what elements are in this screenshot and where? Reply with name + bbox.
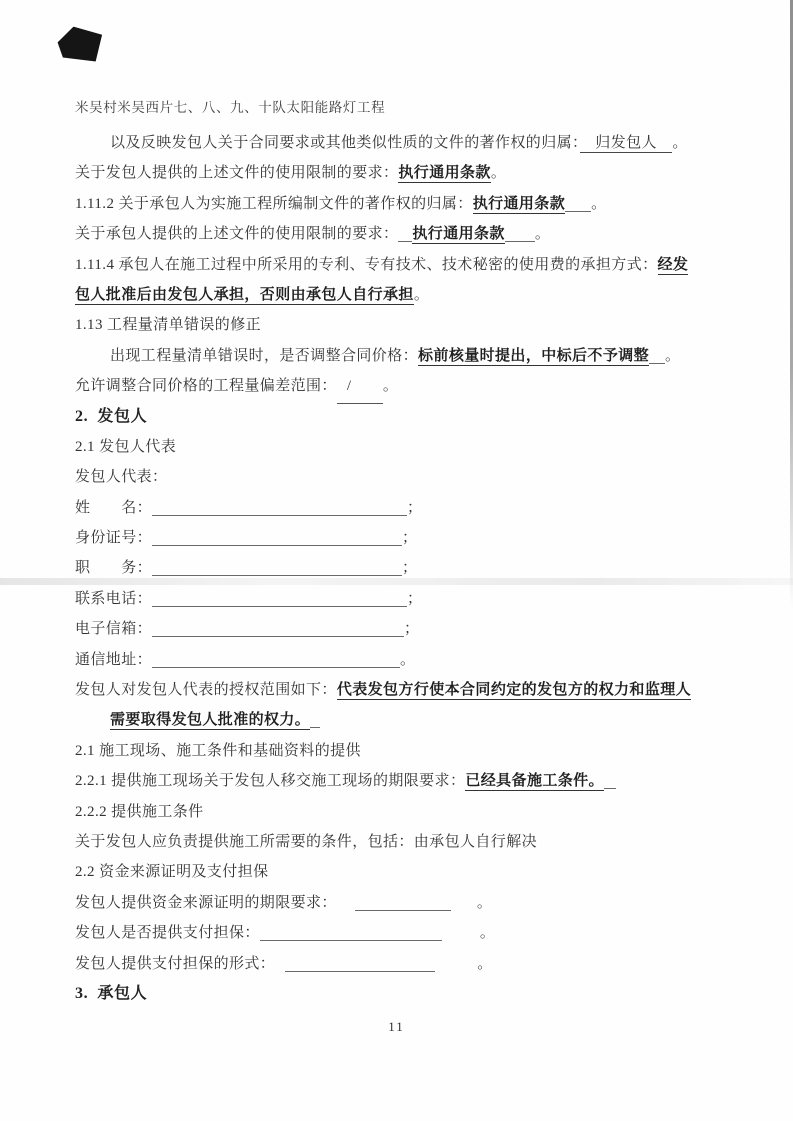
text-segment: 以及反映发包人关于合同要求或其他类似性质的文件的著作权的归属： bbox=[110, 135, 580, 151]
field-position bbox=[75, 553, 740, 583]
text-segment: 发包人提供支付担保的形式： bbox=[75, 955, 276, 972]
underlined-value: 代表发包方行使本合同约定的发包方的权力和监理人 bbox=[336, 682, 692, 699]
text-segment: 关于承包人提供的上述文件的使用限制的要求： bbox=[75, 226, 399, 243]
blank-underline bbox=[152, 500, 407, 516]
clause-1-11-2 bbox=[75, 189, 740, 219]
blank-underline bbox=[649, 348, 665, 364]
text-segment: ； bbox=[402, 560, 418, 577]
text-segment: 2. 发包人 bbox=[75, 407, 148, 425]
clause-2-2-2-title bbox=[75, 797, 740, 827]
field-email bbox=[75, 614, 740, 644]
text-segment: 。 bbox=[382, 378, 399, 395]
clause-2-1-rep-title bbox=[75, 432, 740, 462]
clause-authorization-line1 bbox=[75, 675, 740, 705]
spacer bbox=[451, 906, 477, 907]
text-segment: 职 务： bbox=[75, 560, 153, 577]
text-segment: ； bbox=[407, 590, 423, 607]
text-segment: 。 bbox=[490, 165, 507, 182]
text-segment: 2.1 发包人代表 bbox=[75, 438, 177, 455]
text-segment: ； bbox=[402, 530, 418, 547]
blank-underline bbox=[505, 226, 535, 242]
text-segment: 2.1 施工现场、施工条件和基础资料的提供 bbox=[75, 742, 361, 759]
underlined-value: 经发 bbox=[657, 256, 689, 273]
text-segment: 1.13 工程量清单错误的修正 bbox=[75, 317, 262, 334]
text-segment: 2.2.1 提供施工现场关于发包人移交施工现场的期限要求： bbox=[75, 773, 466, 790]
underlined-value: 需要取得发包人批准的权力。 bbox=[110, 712, 311, 729]
text-segment: 身份证号： bbox=[75, 530, 153, 547]
underlined-value: 包人批准后由发包人承担，否则由承包人自行承担 bbox=[75, 286, 414, 303]
clause-2-2-title bbox=[75, 857, 740, 887]
clause-boq-error bbox=[75, 341, 740, 371]
text-segment: 。 bbox=[400, 651, 416, 668]
document-body bbox=[75, 128, 740, 1009]
text-segment: ； bbox=[404, 621, 420, 638]
text-segment: 出现工程量清单错误时，是否调整合同价格： bbox=[110, 347, 419, 364]
underlined-value: 执行通用条款 bbox=[472, 195, 566, 212]
blank-underline bbox=[355, 895, 451, 911]
text-segment: 。 bbox=[479, 925, 496, 942]
text-segment: 。 bbox=[477, 955, 493, 972]
text-segment: 。 bbox=[476, 894, 493, 911]
field-id-number bbox=[75, 523, 740, 553]
spacer bbox=[275, 967, 285, 968]
text-segment: 电子信箱： bbox=[75, 621, 153, 638]
blank-underline bbox=[398, 226, 412, 242]
spacer bbox=[337, 906, 355, 907]
text-segment: 1.11.4 承包人在施工过程中所采用的专利、专有技术、技术秘密的使用费的承担方式： bbox=[75, 256, 658, 273]
spacer bbox=[442, 936, 480, 937]
clause-1-13-title bbox=[75, 310, 740, 340]
section-2-employer bbox=[75, 402, 740, 432]
text-segment: 。 bbox=[534, 226, 551, 243]
project-title-header: 米吴村米吴西片七、八、九、十队太阳能路灯工程 bbox=[75, 100, 386, 115]
blank-underline bbox=[152, 591, 407, 607]
field-payment-guarantee bbox=[75, 918, 740, 948]
underlined-value: 已经具备施工条件。 bbox=[465, 773, 604, 790]
text-segment: 通信地址： bbox=[75, 651, 153, 668]
text-segment: 姓 名： bbox=[75, 499, 153, 516]
clause-1-11-4-line2 bbox=[75, 280, 740, 310]
field-phone bbox=[75, 584, 740, 614]
clause-1-11-4-line1 bbox=[75, 250, 740, 280]
clause-2-1-site-title bbox=[75, 736, 740, 766]
underlined-value: 归发包人 bbox=[579, 135, 673, 151]
blank-underline: / bbox=[337, 371, 383, 403]
text-segment: 。 bbox=[413, 286, 430, 303]
text-segment: ； bbox=[407, 499, 423, 516]
text-segment: 3. 承包人 bbox=[75, 984, 148, 1002]
text-segment: 1.11.2 关于承包人为实施工程所编制文件的著作权的归属： bbox=[75, 195, 473, 212]
blank-underline bbox=[260, 925, 442, 941]
blank-underline bbox=[152, 652, 400, 668]
text-segment: 允许调整合同价格的工程量偏差范围： bbox=[75, 378, 337, 395]
clause-authorization-line2 bbox=[75, 705, 740, 735]
text-segment: 。 bbox=[672, 135, 688, 151]
underlined-value: 标前核量时提出，中标后不予调整 bbox=[418, 347, 650, 364]
underlined-value: 执行通用条款 bbox=[398, 165, 491, 182]
employer-rep-label bbox=[75, 462, 740, 492]
text-segment: 联系电话： bbox=[75, 590, 153, 607]
page-number: 11 bbox=[388, 1019, 405, 1034]
blank-underline bbox=[152, 621, 404, 637]
ink-blot-artifact bbox=[55, 24, 105, 66]
blank-underline bbox=[152, 560, 402, 576]
section-3-contractor bbox=[75, 979, 740, 1009]
underlined-value: 执行通用条款 bbox=[412, 226, 505, 243]
field-address bbox=[75, 645, 740, 675]
blank-underline bbox=[565, 196, 591, 212]
spacer bbox=[435, 967, 477, 968]
clause-site-conditions bbox=[75, 827, 740, 857]
text-segment: 发包人是否提供支付担保： bbox=[75, 925, 260, 942]
text-segment: 。 bbox=[591, 195, 607, 212]
text-segment: 2.2.2 提供施工条件 bbox=[75, 803, 204, 820]
blank-underline bbox=[310, 712, 320, 728]
text-segment: 发包人对发包人代表的授权范围如下： bbox=[75, 682, 337, 699]
blank-underline bbox=[285, 956, 435, 972]
field-guarantee-form bbox=[75, 949, 740, 979]
field-fund-source-proof bbox=[75, 888, 740, 918]
field-name bbox=[75, 493, 740, 523]
text-segment: 。 bbox=[665, 347, 681, 364]
text-segment: 发包人提供资金来源证明的期限要求： bbox=[75, 894, 337, 911]
text-segment: 发包人代表： bbox=[75, 469, 168, 486]
text-segment: 关于发包人提供的上述文件的使用限制的要求： bbox=[75, 165, 399, 182]
text-segment: 2.2 资金来源证明及支付担保 bbox=[75, 864, 269, 881]
blank-underline bbox=[604, 773, 616, 789]
clause-employer-docs-restriction bbox=[75, 158, 740, 188]
clause-contractor-docs-restriction bbox=[75, 219, 740, 249]
text-segment: 关于发包人应负责提供施工所需要的条件，包括：由承包人自行解决 bbox=[75, 833, 538, 850]
clause-2-2-1 bbox=[75, 766, 740, 796]
clause-copyright-ownership bbox=[75, 128, 740, 158]
clause-deviation-range bbox=[75, 371, 740, 401]
blank-underline bbox=[152, 530, 402, 546]
